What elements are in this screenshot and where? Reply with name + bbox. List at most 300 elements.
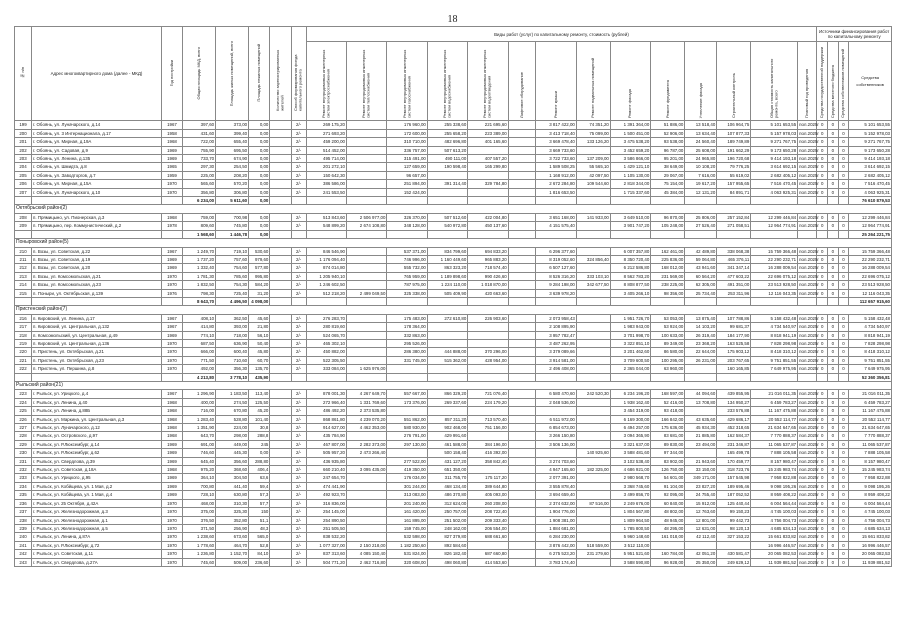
row-cost: 21 943,60	[685, 457, 717, 465]
row-cost: 203 767,65	[717, 356, 751, 364]
row-cost: 3 094 365,90	[610, 432, 650, 440]
row-cost: 301 244,00	[387, 482, 427, 490]
row-area-nonliving: 31,20	[249, 289, 270, 297]
row-cost	[576, 558, 610, 566]
row-own-funds: 9 271 767,75	[849, 138, 892, 146]
row-cost	[508, 348, 536, 356]
row-total-cost: 12 964 774,91	[751, 222, 798, 230]
row-cost: 196 720,68	[717, 155, 751, 163]
row-cost: 431 127,20	[427, 457, 467, 465]
row-cost: 325 338,00	[387, 289, 427, 297]
row-cost	[576, 356, 610, 364]
row-year: 1967	[161, 247, 182, 255]
table-body	[15, 121, 892, 567]
row-cost: 0	[817, 533, 828, 541]
row-cost: 348 128,00	[387, 222, 427, 230]
table-cell	[798, 297, 817, 305]
row-area-living: 445,30	[216, 449, 249, 457]
row-area-total: 397,60	[183, 121, 216, 129]
row-cost: 0	[828, 146, 839, 154]
table-row	[15, 356, 892, 364]
row-area-living: 754,60	[216, 264, 249, 272]
row-address: г. Рыльск, ул. Р.Люксембург, д.72	[32, 541, 162, 549]
row-cost: 3 506 136,00	[536, 440, 576, 448]
row-cost: 0	[817, 272, 828, 280]
row-cost	[576, 524, 610, 532]
row-area-living: 310,30	[216, 499, 249, 507]
row-cost: 12 131,20	[685, 188, 717, 196]
subtotal-area-nonliving: 4 098,00	[249, 297, 270, 305]
row-cost: 0	[828, 432, 839, 440]
row-area-living: 757,60	[216, 255, 249, 263]
table-cell	[15, 197, 32, 205]
row-cost: 0	[838, 558, 849, 566]
row-number: 242	[15, 550, 32, 558]
row-cost: 318 723,76	[717, 466, 751, 474]
row-year: 1970	[161, 281, 182, 289]
row-cost	[346, 121, 386, 129]
row-cost: 0	[838, 213, 849, 221]
row-cost: 0	[817, 213, 828, 221]
row-cost: 0	[817, 281, 828, 289]
row-cost: 0	[817, 432, 828, 440]
section-title: Рыльский район(21)	[15, 382, 892, 390]
row-own-funds: 16 996 446,57	[849, 541, 892, 549]
row-total-cost: 11 939 881,52	[751, 558, 798, 566]
col-total-cost: Общая стоимость капитального ремонта, всего	[751, 42, 798, 121]
row-cost	[508, 533, 536, 541]
row-cost: 43 635,60	[685, 415, 717, 423]
row-cost: 1 809 964,50	[610, 516, 650, 524]
row-number: 221	[15, 356, 32, 364]
row-area-total: 716,00	[183, 407, 216, 415]
row-cost	[346, 314, 386, 322]
row-cost: 333 103,10	[576, 272, 610, 280]
row-method: 2/-	[291, 289, 306, 297]
row-area-living: 449,00	[216, 440, 249, 448]
row-cost: 295 526,00	[387, 339, 427, 347]
row-cost: 257 152,84	[717, 213, 751, 221]
row-area-nonliving: 0,00	[249, 146, 270, 154]
row-number: 234	[15, 482, 32, 490]
row-year: 1969	[161, 457, 182, 465]
row-area-living: 393,00	[216, 323, 249, 331]
row-method: 2/-	[291, 482, 306, 490]
row-cost: 827 379,80	[427, 533, 467, 541]
row-area-living: 700,98	[216, 213, 249, 221]
row-cost: 660 210,40	[306, 466, 346, 474]
row-own-funds: 3 614 692,15	[849, 163, 892, 171]
row-cost: 0	[828, 390, 839, 398]
table-cell	[270, 373, 291, 381]
row-year: 1970	[161, 524, 182, 532]
row-address: г. Рыльск, ул. Кобйщева, ул. 1 Мая, д.4	[32, 491, 162, 499]
row-total-cost: 12 116 043,35	[751, 289, 798, 297]
row-cost: 52 906,00	[651, 129, 685, 137]
row-area-living: 352,80	[216, 516, 249, 524]
row-cost: 0	[828, 255, 839, 263]
col-area-living: Площадь жилых помещений, всего	[216, 27, 249, 121]
row-cost: 173 376,00	[387, 398, 427, 406]
row-cost: 312 624,00	[427, 499, 467, 507]
row-cost: пол.2025г	[799, 542, 820, 548]
row-method: 2/-	[291, 222, 306, 230]
row-area-nonliving: 150	[249, 508, 270, 516]
row-total-cost: 9 414 193,18	[751, 155, 798, 163]
row-area-nonliving: 0,00	[249, 138, 270, 146]
row-area-total: 1 351,90	[183, 424, 216, 432]
row-address: г. Рыльск, ул. Островского, д.97	[32, 432, 162, 440]
row-total-cost: 20 065 082,53	[751, 550, 798, 558]
row-cost: 45 934,30	[685, 424, 717, 432]
row-cost: 0	[817, 222, 828, 230]
row-cost	[576, 247, 610, 255]
row-cost	[468, 146, 508, 154]
row-cost: 127 659,00	[387, 163, 427, 171]
table-row	[15, 121, 892, 129]
row-cost	[576, 440, 610, 448]
table-cell	[798, 230, 817, 238]
table-cell	[427, 230, 467, 238]
table-row	[15, 415, 892, 423]
row-cost: 3 555 878,40	[536, 482, 576, 490]
row-address: п. Возы, ул. Советская, д.20	[32, 264, 162, 272]
row-total-cost: 4 063 925,31	[751, 188, 798, 196]
row-number: 202	[15, 146, 32, 154]
subtotal-own-funds: 112 657 915,60	[849, 297, 892, 305]
table-cell	[838, 197, 849, 205]
row-total-cost: 7 888 105,58	[751, 449, 798, 457]
row-area-total: 400,00	[183, 398, 216, 406]
row-number: 232	[15, 466, 32, 474]
row-cost: пол.2025г	[799, 525, 820, 531]
row-method: 2/-	[291, 281, 306, 289]
row-cost: 43 941,60	[685, 264, 717, 272]
row-cost: 2 374 632,00	[536, 499, 576, 507]
row-cost	[346, 482, 386, 490]
row-cost: 1 908 381,00	[536, 516, 576, 524]
col-residents: Количество зарегистрированных жителей	[270, 27, 291, 121]
col-work: Утепление фасада	[685, 42, 717, 121]
row-cost: 2 249 676,00	[610, 499, 650, 507]
row-cost: 0	[817, 171, 828, 179]
row-own-funds: 22 290 232,71	[849, 255, 892, 263]
row-total-cost: 16 288 009,54	[751, 264, 798, 272]
row-number: 240	[15, 533, 32, 541]
row-area-total: 1 332,40	[183, 264, 216, 272]
row-number: 213	[15, 272, 32, 280]
row-area-total: 722,00	[183, 138, 216, 146]
row-cost: 505 409,90	[427, 289, 467, 297]
row-cost: 176 960,00	[387, 121, 427, 129]
row-cost	[427, 188, 467, 196]
row-cost: 0	[838, 281, 849, 289]
row-method: 2/-	[291, 323, 306, 331]
row-cost: 251 894,00	[387, 180, 427, 188]
row-cost	[508, 415, 536, 423]
row-cost: пол.2025г	[799, 349, 820, 355]
row-cost: 9 284 198,00	[536, 281, 576, 289]
row-number: 207	[15, 188, 32, 196]
row-cost: 500 158,40	[427, 449, 467, 457]
col-area-nonliving: Площадь нежилых помещений	[249, 27, 270, 121]
row-cost: 495 714,00	[306, 155, 346, 163]
row-cost: 505 957,20	[306, 449, 346, 457]
row-area-nonliving: 995,80	[249, 272, 270, 280]
table-row	[15, 272, 892, 280]
row-year: 1967	[161, 121, 182, 129]
row-cost: 384 196,00	[468, 440, 508, 448]
row-cost: 0	[817, 180, 828, 188]
table-cell	[817, 197, 828, 205]
row-address: г. Рыльск, ул. 25 Октября, д.42А	[32, 499, 162, 507]
row-area-nonliving: 60,70	[249, 356, 270, 364]
row-cost: 231 569,00	[651, 272, 685, 280]
row-cost: 191 662,29	[717, 146, 751, 154]
row-area-living: 754,30	[216, 281, 249, 289]
row-cost: 333 084,00	[306, 365, 346, 373]
row-cost: пол.2025г	[799, 357, 820, 363]
row-address: г. Рыльск, ул. Урицкого, д.95	[32, 474, 162, 482]
row-method: 2/-	[291, 129, 306, 137]
row-own-funds: 6 459 783,27	[849, 398, 892, 406]
row-cost: 238 225,00	[651, 281, 685, 289]
row-cost	[346, 180, 386, 188]
row-address: г. Рыльск, ул. Советская, д.18А	[32, 466, 162, 474]
row-number: 243	[15, 558, 32, 566]
row-cost: 1 951 726,70	[610, 314, 650, 322]
row-cost: 491 351,00	[717, 281, 751, 289]
row-cost: 276 791,00	[387, 432, 427, 440]
row-cost	[468, 323, 508, 331]
row-area-total: 1 236,80	[183, 550, 216, 558]
row-method: 2/-	[291, 415, 306, 423]
row-area-living: 306,80	[216, 188, 249, 196]
table-cell	[427, 373, 467, 381]
row-area-nonliving: 57,3	[249, 491, 270, 499]
row-residents	[270, 449, 291, 457]
row-cost: 99 681,37	[717, 323, 751, 331]
row-year: 1970	[161, 516, 182, 524]
row-cost: 1 715 337,60	[610, 188, 650, 196]
row-residents	[270, 155, 291, 163]
row-cost: 3 722 733,60	[536, 155, 576, 163]
row-cost: 75 154,00	[651, 180, 685, 188]
row-cost	[508, 129, 536, 137]
row-number: 214	[15, 281, 32, 289]
subtotal-area-nonliving: 0,00	[249, 230, 270, 238]
row-cost	[346, 146, 386, 154]
row-cost: 22 644,00	[685, 348, 717, 356]
row-area-total: 746,60	[183, 449, 216, 457]
row-cost: 866 329,20	[427, 390, 467, 398]
row-residents	[270, 222, 291, 230]
row-cost: 0	[828, 272, 839, 280]
row-total-cost: 16 996 446,57	[751, 541, 798, 549]
row-cost: 713 570,40	[468, 415, 508, 423]
row-cost: 863 323,20	[427, 264, 467, 272]
table-row	[15, 499, 892, 507]
subtotal-row	[15, 197, 892, 205]
row-method: 2/-	[291, 121, 306, 129]
table-row	[15, 457, 892, 465]
row-cost	[508, 222, 536, 230]
row-number: 233	[15, 474, 32, 482]
row-cost: 1 429 121,10	[610, 163, 650, 171]
row-area-living: 373,00	[216, 121, 249, 129]
row-cost: 857 311,20	[427, 415, 467, 423]
row-cost: 0	[828, 533, 839, 541]
row-cost: 27 526,40	[685, 222, 717, 230]
row-year: 1968	[161, 407, 182, 415]
row-residents	[270, 331, 291, 339]
row-cost: 0	[838, 339, 849, 347]
row-cost: пол.2025г	[799, 265, 820, 271]
table-cell	[291, 297, 306, 305]
row-cost	[508, 457, 536, 465]
row-cost: 0	[817, 356, 828, 364]
row-cost: 271 693,20	[306, 129, 346, 137]
row-cost: 0	[817, 466, 828, 474]
row-cost: 161 420,00	[387, 508, 427, 516]
row-area-total: 1 238,60	[183, 533, 216, 541]
row-cost	[508, 331, 536, 339]
row-cost: 450 137,60	[468, 222, 508, 230]
row-area-nonliving: 406,4	[249, 466, 270, 474]
row-cost: пол.2025г	[799, 483, 820, 489]
row-area-total: 1 781,30	[183, 272, 216, 280]
row-cost: 42 112,40	[685, 533, 717, 541]
row-cost: 0	[817, 155, 828, 163]
row-cost: 1 938 162,40	[610, 398, 650, 406]
row-cost: 3 709 600,50	[610, 356, 650, 364]
row-cost: 3 651 168,00	[536, 213, 576, 221]
row-residents	[270, 264, 291, 272]
row-cost: 0	[838, 482, 849, 490]
row-cost: 33 150,00	[685, 466, 717, 474]
row-number: 220	[15, 348, 32, 356]
row-cost: 429 991,60	[427, 432, 467, 440]
row-cost: 2 506 977,00	[346, 213, 386, 221]
row-cost: 209 333,40	[468, 516, 508, 524]
table-cell	[427, 197, 467, 205]
row-cost: 0	[817, 499, 828, 507]
row-own-funds: 9 098 195,26	[849, 482, 892, 490]
row-cost: 51 886,00	[651, 121, 685, 129]
row-address: г. Обоянь, ул. Заводторгов, д.7	[32, 171, 162, 179]
row-method: 2/-	[291, 516, 306, 524]
table-cell	[651, 297, 685, 305]
table-row	[15, 533, 892, 541]
row-area-total: 759,00	[183, 213, 216, 221]
row-cost: 175 636,00	[651, 424, 685, 432]
row-address: г. Рыльск, ул. Луначарского, д.12	[32, 424, 162, 432]
row-cost: 42 097,50	[576, 171, 610, 179]
row-area-total: 376,50	[183, 516, 216, 524]
row-number: 210	[15, 247, 32, 255]
row-own-funds: 11 939 881,52	[849, 558, 892, 566]
row-cost: 3 413 718,40	[536, 129, 576, 137]
row-area-nonliving: 45,20	[249, 407, 270, 415]
row-cost: 2 473 266,40	[346, 449, 386, 457]
row-cost: 29 067,00	[651, 171, 685, 179]
row-area-living: 785,60	[216, 272, 249, 280]
row-address: г. Рыльск, ул. Маркина, ул. Центральная, д.3	[32, 415, 162, 423]
row-cost: 1 077 327,00	[306, 541, 346, 549]
row-area-total: 1 249,70	[183, 247, 216, 255]
table-cell	[798, 373, 817, 381]
row-cost: 255 658,20	[427, 129, 467, 137]
subtotal-area-nonliving: 435,90	[249, 373, 270, 381]
row-cost: 0	[838, 121, 849, 129]
row-cost: 13 875,40	[685, 314, 717, 322]
row-cost: 518 559,00	[576, 541, 610, 549]
row-number: 229	[15, 440, 32, 448]
row-number: 199	[15, 121, 32, 129]
row-total-cost: 7 770 888,37	[751, 432, 798, 440]
row-cost: 8 562 783,20	[610, 272, 650, 280]
row-cost: 0	[828, 449, 839, 457]
row-total-cost: 15 759 366,48	[751, 247, 798, 255]
row-cost: 459 200,00	[306, 138, 346, 146]
table-cell	[291, 373, 306, 381]
row-cost: 3 201 462,60	[610, 348, 650, 356]
row-cost	[346, 323, 386, 331]
row-cost: 3 694 659,40	[536, 491, 576, 499]
row-cost	[717, 541, 751, 549]
row-cost: 2 672 284,80	[536, 180, 576, 188]
row-cost: 3 783 174,40	[536, 558, 576, 566]
row-cost: 178 364,00	[387, 323, 427, 331]
table-row	[15, 365, 892, 373]
row-number: 230	[15, 449, 32, 457]
row-own-funds: 4 685 634,13	[849, 524, 892, 532]
row-cost: 0	[828, 415, 839, 423]
row-residents	[270, 466, 291, 474]
row-area-living: 673,60	[216, 533, 249, 541]
row-address: г. Рыльск, ул. Ленина, д.40	[32, 398, 162, 406]
row-cost: 3 588 481,60	[610, 449, 650, 457]
row-cost: 0	[817, 163, 828, 171]
subtotal-area-living: 4 496,50	[216, 297, 249, 305]
row-address: г. Рыльск, ул. Ленина, д.88Б	[32, 407, 162, 415]
row-cost: 0	[817, 255, 828, 263]
row-cost: 286 380,00	[387, 348, 427, 356]
row-cost: 3 669 733,60	[536, 146, 576, 154]
row-address: г. Рыльск, ул. Р.Люксембург, д.62	[32, 449, 162, 457]
row-cost	[468, 188, 508, 196]
row-method: 2/-	[291, 163, 306, 171]
row-cost	[508, 171, 536, 179]
table-row	[15, 171, 892, 179]
row-area-nonliving: 101,40	[249, 415, 270, 423]
row-cost: 221 695,60	[468, 121, 508, 129]
row-cost: пол.2025г	[799, 214, 820, 220]
row-total-cost: 7 958 822,88	[751, 474, 798, 482]
row-cost: 1 391 364,00	[610, 121, 650, 129]
row-cost: 465 302,10	[306, 339, 346, 347]
row-cost: 0	[838, 356, 849, 364]
row-cost	[508, 466, 536, 474]
row-cost: 189 695,46	[717, 482, 751, 490]
row-cost: 0	[828, 348, 839, 356]
row-cost: 0	[838, 289, 849, 297]
row-cost	[508, 407, 536, 415]
row-cost: 2 462 716,80	[346, 558, 386, 566]
row-cost: 75 099,00	[576, 129, 610, 137]
row-cost: 59 064,80	[685, 255, 717, 263]
row-cost: 231 279,60	[576, 550, 610, 558]
